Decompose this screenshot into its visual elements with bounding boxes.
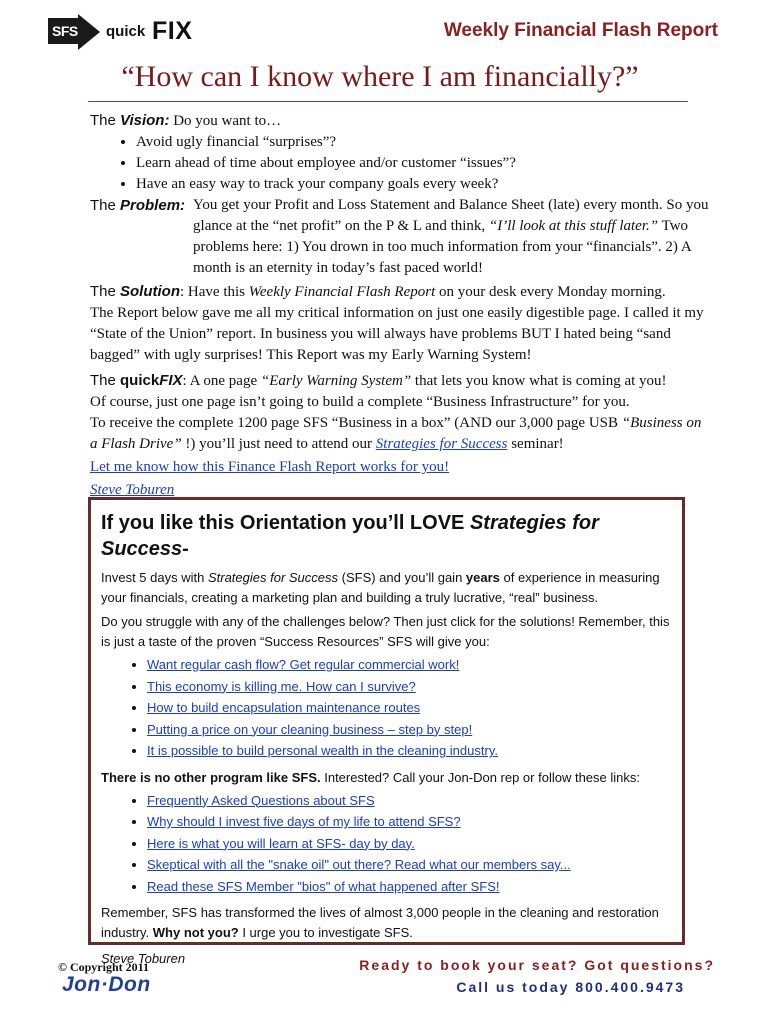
link-wealth[interactable]: It is possible to build personal wealth in the cleaning industry.	[147, 743, 498, 758]
promo-heading: If you like this Orientation you’ll LOVE Strategies for Success-	[101, 512, 599, 560]
jon-don-logo: Jon·Don	[62, 973, 151, 996]
struggle-paragraph: Do you struggle with any of the challenges below? Then just click for the solutions! Remember, this is just a taste of the proven “Success Resources” SFS will give you:	[101, 614, 670, 649]
link-testimonials[interactable]: Skeptical with all the "snake oil" out there? Read what our members say...	[147, 857, 571, 872]
logo-fix-text: FIX	[152, 17, 193, 45]
invest-paragraph: Invest 5 days with Strategies for Success (SFS) and you’ll gain years of experience in measuring your financials, creating a marketing plan and building a truly lucrative, “real” business.	[101, 570, 660, 605]
copyright: © Copyright 2011	[58, 960, 149, 974]
intro-section	[90, 110, 710, 501]
quickfix-line: The quickFIX: A one page “Early Warning System” that lets you know what is coming at you!	[90, 372, 667, 389]
problem-label: Problem:	[120, 197, 186, 214]
solution-line: The Solution: Have this Weekly Financial Flash Report on your desk every Monday morning.	[90, 283, 666, 300]
remember-paragraph: Remember, SFS has transformed the lives of almost 3,000 people in the cleaning and restoration industry. Why not you? I urge you to investigate SFS.	[101, 905, 659, 940]
signature-link[interactable]: Steve Toburen	[90, 482, 175, 498]
cta-line-1: Ready to book your seat? Got questions?	[359, 957, 715, 973]
logo-sfs-text: SFS	[48, 18, 82, 44]
solutions-links	[101, 654, 674, 762]
sfs-info-links	[101, 790, 674, 898]
problem-block: The Problem: You get your Profit and Loss Statement and Balance Sheet (late) every month. So you glance at the “net profit” on the P & L and think, “I’ll look at this stuff later.” Two problems here: 1) You drown in too much information from your “financials”. 2) A month is an eternity in today’s fast paced world!	[90, 195, 710, 279]
logo-quick-text: quick	[106, 23, 146, 40]
link-day-by-day[interactable]: Here is what you will learn at SFS- day by day.	[147, 835, 415, 851]
cta-phone[interactable]: Call us today 800.400.9473	[456, 979, 685, 995]
link-faq[interactable]: Frequently Asked Questions about SFS	[147, 792, 375, 808]
vision-text: Do you want to…	[173, 113, 282, 129]
strategies-link[interactable]: Strategies for Success	[375, 436, 508, 452]
solution-paragraph: The Report below gave me all my critical information on just one easily digestible page. I called it my “State of the Union” report. In business you will always have problems BUT I hated being “sand bagged” with ugly surprises! This Report was my Early Warning System!	[90, 305, 704, 363]
quickfix-line-1: Of course, just one page isn’t going to build a complete “Business Infrastructure” for you.	[90, 394, 630, 410]
page-title: “How can I know where I am financially?”	[121, 60, 639, 93]
link-encapsulation[interactable]: How to build encapsulation maintenance routes	[147, 700, 421, 715]
box-signature: Steve Toburen	[101, 951, 186, 966]
link-cash-flow[interactable]: Want regular cash flow? Get regular commercial work!	[147, 657, 460, 672]
link-member-bios[interactable]: Read these SFS Member "bios" of what happened after SFS!	[147, 878, 500, 894]
report-title: Weekly Financial Flash Report	[443, 20, 718, 41]
quickfix-line-2: To receive the complete 1200 page SFS “Business in a box” (AND our 3,000 page USB “Business on a Flash Drive” !) you’ll just need to attend our Strategies for Success seminar!	[90, 415, 702, 452]
solution-label: Solution	[120, 283, 181, 300]
feedback-link[interactable]: Let me know how this Finance Flash Report works for you!	[90, 459, 450, 475]
link-why-invest[interactable]: Why should I invest five days of my life to attend SFS?	[147, 814, 461, 829]
list-item: • Have an easy way to track your company goals every week?	[136, 174, 710, 195]
title-divider	[88, 101, 688, 102]
link-economy[interactable]: This economy is killing me. How can I survive?	[147, 678, 416, 694]
no-other-paragraph: There is no other program like SFS. Interested? Call your Jon-Don rep or follow these links:	[101, 769, 640, 785]
link-pricing[interactable]: Putting a price on your cleaning business – step by step!	[147, 721, 473, 737]
list-item: • Avoid ugly financial “surprises”?	[136, 132, 710, 153]
problem-text: You get your Profit and Loss Statement and Balance Sheet (late) every month. So you glance at the “net profit” on the P & L and think, “I’ll look at this stuff later.” Two problems here: 1) You drown in too much information from your “financials”. 2) A month is an eternity in today’s fast paced world!	[193, 197, 709, 276]
vision-list	[90, 132, 710, 195]
vision-label: Vision:	[120, 112, 170, 129]
vision-line: The Vision: Do you want to…	[90, 112, 282, 129]
list-item: • Learn ahead of time about employee and/or customer “issues”?	[136, 153, 710, 174]
logo-arrow-icon	[78, 14, 100, 50]
